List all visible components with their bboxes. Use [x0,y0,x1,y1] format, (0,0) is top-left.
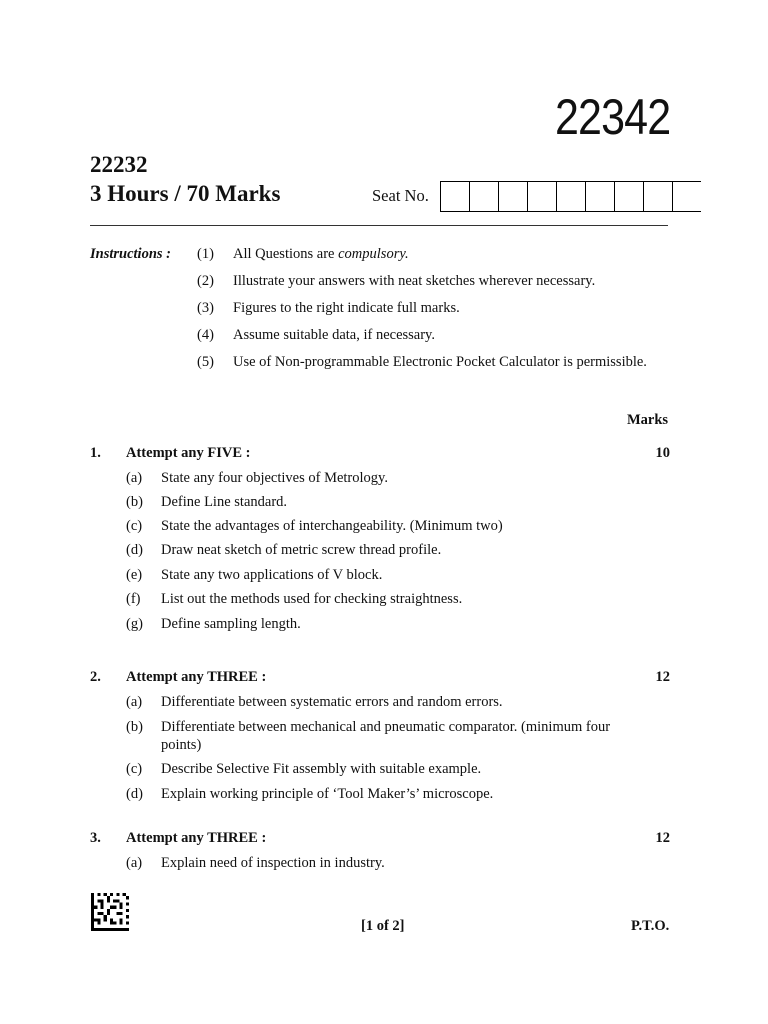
sub-question-text: Define sampling length. [161,616,301,632]
instruction-text: Assume suitable data, if necessary. [233,327,435,343]
instruction-item [197,327,435,344]
sub-question [126,469,646,487]
seat-number-box[interactable] [585,181,614,212]
sub-question-label: (c) [126,761,143,777]
seat-number-box[interactable] [498,181,527,212]
seat-number-box[interactable] [556,181,585,212]
sub-question-label: (b) [126,719,143,735]
seat-number-box[interactable] [643,181,672,212]
question-number: 3. [90,830,101,846]
sub-question-text: State the advantages of interchangeability. (Minimum two) [161,518,503,534]
sub-question [126,693,646,711]
seat-number-box[interactable] [440,181,469,212]
question-heading: Attempt any FIVE : [126,445,251,461]
instruction-text: Illustrate your answers with neat sketches wherever necessary. [233,273,596,289]
marks-column-heading: Marks [627,412,669,428]
datamatrix-barcode-icon [91,893,129,931]
sub-question-label: (a) [126,855,143,871]
sub-question-label: (f) [126,591,141,607]
question-marks: 12 [655,830,670,846]
seat-number-box[interactable] [614,181,643,212]
sub-question-text: Explain need of inspection in industry. [161,855,385,871]
sub-question [126,590,646,608]
page-number: [1 of 2] [361,918,405,934]
seat-number-box[interactable] [672,181,701,212]
sub-question-text: Differentiate between systematic errors and random errors. [161,694,503,710]
duration-marks: 3 Hours / 70 Marks [90,181,281,206]
sub-question-text: State any two applications of V block. [161,567,383,583]
sub-question-text: List out the methods used for checking straightness. [161,591,463,607]
instruction-item [197,273,595,290]
seat-number-boxes[interactable] [440,181,701,213]
instruction-text: Figures to the right indicate full marks. [233,300,460,316]
sub-question [126,854,646,872]
sub-question-label: (d) [126,786,143,802]
sub-question [126,785,646,803]
sub-question-label: (a) [126,694,143,710]
paper-code-large: 22342 [555,89,671,145]
sub-question [126,566,646,584]
instruction-number: (1) [197,246,214,262]
sub-question [126,760,646,778]
sub-question-label: (d) [126,542,143,558]
question-heading: Attempt any THREE : [126,830,267,846]
seat-number-box[interactable] [469,181,498,212]
instruction-number: (3) [197,300,214,316]
seat-number-box[interactable] [527,181,556,212]
sub-question-label: (b) [126,494,143,510]
sub-question [126,541,646,559]
instruction-item [197,300,460,317]
instruction-number: (4) [197,327,214,343]
sub-question-label: (e) [126,567,143,583]
question-number: 1. [90,445,101,461]
sub-question [126,615,646,633]
sub-question-text: Explain working principle of ‘Tool Maker’s’ microscope. [161,786,494,802]
header-divider [90,225,668,226]
sub-question-label: (c) [126,518,143,534]
sub-question [126,517,646,535]
instruction-number: (2) [197,273,214,289]
subject-code: 22232 [90,152,148,177]
sub-question-text: Differentiate between mechanical and pneumatic comparator. (minimum four points) [161,719,611,753]
sub-question [126,493,646,511]
sub-question [126,718,616,754]
sub-question-text: Describe Selective Fit assembly with suitable example. [161,761,482,777]
sub-question-label: (g) [126,616,143,632]
instruction-text: All Questions are [233,246,339,262]
question-heading: Attempt any THREE : [126,669,267,685]
sub-question-text: Define Line standard. [161,494,288,510]
question-number: 2. [90,669,101,685]
instruction-text: Use of Non-programmable Electronic Pocket Calculator is permissible. [233,354,647,370]
sub-question-text: Draw neat sketch of metric screw thread profile. [161,542,442,558]
instructions-label: Instructions : [90,246,171,262]
sub-question-label: (a) [126,470,143,486]
question-marks: 12 [655,669,670,685]
instruction-emphasis: compulsory. [338,246,409,262]
seat-number-label: Seat No. [372,186,429,205]
please-turn-over: P.T.O. [631,918,670,934]
instruction-item [197,354,647,371]
instruction-item [197,246,409,263]
question-marks: 10 [655,445,670,461]
instruction-number: (5) [197,354,214,370]
sub-question-text: State any four objectives of Metrology. [161,470,388,486]
